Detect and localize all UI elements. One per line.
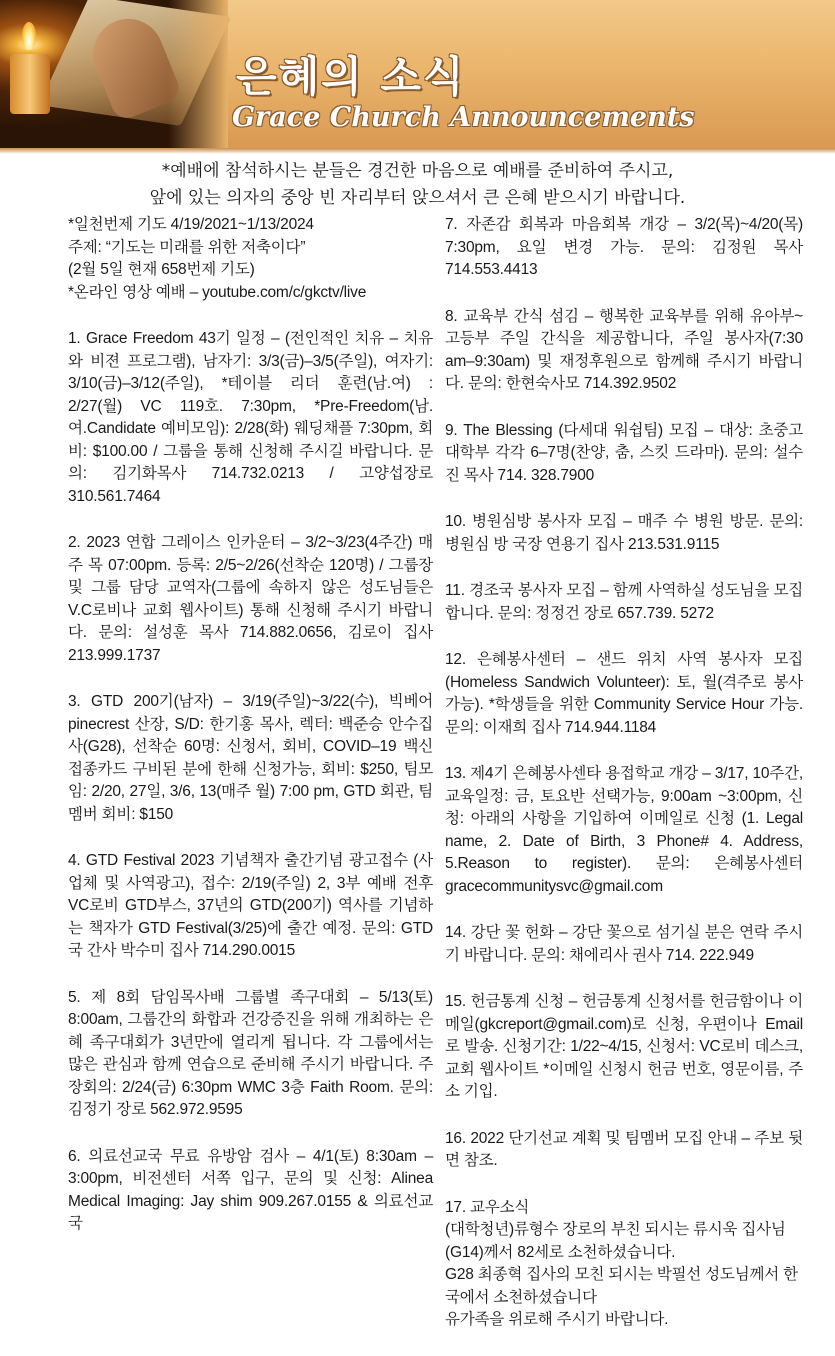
announcement-item: 7. 자존감 회복과 마음회복 개강 – 3/2(목)~4/20(목) 7:30pm, 요일 변경 가능. 문의: 김정원 목사 714.553.4413: [445, 216, 803, 278]
announcement-item: 13. 제4기 은혜봉사센타 용접학교 개강 – 3/17, 10주간, 교육일정: 금, 토요반 선택가능, 9:00am ~3:00pm, 신청: 아래의 사항을 기입하여 이메일로 신청 (1. Legal name, 2. Date of Birth, 3 Phone# 4. Address, 5.Reason to register). 문의: 은혜봉사센터 gracecommunitysvc@gmail.com: [445, 765, 803, 895]
member-news-line: G28 최종혁 집사의 모친 되시는 박필선 성도님께서 한국에서 소천하셨습니다: [445, 1266, 798, 1306]
announcement-item: 4. GTD Festival 2023 기념책자 출간기념 광고접수 (사업체 및 사역광고), 접수: 2/19(주일) 2, 3부 예배 전후 VC로비 GTD부스, 37년의 GTD(200기) 역사를 기념하는 책자가 GTD Festival(3/25)에 출간 예정. 문의: GTD국 간사 박수미 집사 714.290.0015: [68, 852, 433, 959]
member-news-line: (대학청년)류형수 장로의 부친 되시는 류시욱 집사님(G14)께서 82세로 소천하셨습니다.: [445, 1221, 786, 1261]
page-title-english: Grace Church Announcements: [232, 102, 695, 133]
flame-icon: [22, 22, 36, 50]
intro-line: *예배에 참석하시는 분들은 경건한 마음으로 예배를 준비하여 주시고,: [161, 161, 674, 181]
announcement-item: 15. 헌금통계 신청 – 헌금통계 신청서를 헌금함이나 이메일(gkcreport@gmail.com)로 신청, 우편이나 Email로 발송. 신청기간: 1/22~4/15, 신청서: VC로비 데스크, 교회 웹사이트 *이메일 신청시 헌금 번호, 영문이름, 주소 기입.: [445, 993, 803, 1100]
page-title-korean: 은혜의 소식: [236, 52, 466, 101]
announcement-item: 1. Grace Freedom 43기 일정 – (전인적인 치유 – 치유와 비젼 프로그램), 남자기: 3/3(금)–3/5(주일), 여자기: 3/10(금)–3/12(주일), *테이블 리더 훈련(남.여) : 2/27(월) VC 119호. 7:30pm, *Pre-Freedom(남.여.Candidate 예비모임): 2/28(화) 웨딩채플 7:30pm, 회비: $100.00 / 그룹을 통해 신청해 주시길 바랍니다. 문의: 김기화목사 714.732.0213 / 고양섭장로 310.561.7464: [68, 330, 433, 505]
header-banner: [0, 0, 835, 148]
prayer-notice: [68, 214, 433, 304]
prayer-line: *일천번제 기도 4/19/2021~1/13/2024: [68, 216, 314, 233]
announcement-item: 8. 교육부 간식 섬김 – 행복한 교육부를 위해 유아부~고등부 주일 간식을 제공합니다, 주일 봉사자(7:30 am–9:30am) 및 재정후원으로 함께해 주시기 바랍니다. 문의: 한현숙사모 714.392.9502: [445, 307, 803, 392]
candle-prayer-photo: [0, 0, 228, 148]
announcement-item: 2. 2023 연합 그레이스 인카운터 – 3/2~3/23(4주간) 매주 목 07:00pm. 등록: 2/5~2/26(선착순 120명) / 그룹장 및 그룹 담당 교역자(그룹에 속하지 않은 성도님들은 V.C로비나 교회 웹사이트) 통해 신청해 주시기 바랍니다. 문의: 설성훈 목사 714.882.0656, 김로이 집사 213.999.1737: [68, 534, 433, 664]
announcement-item: 10. 병원심방 봉사자 모집 – 매주 수 병원 방문. 문의: 병원심 방 국장 연용기 집사 213.531.9115: [445, 513, 803, 553]
intro-notice: [60, 158, 775, 212]
announcement-item: 3. GTD 200기(남자) – 3/19(주일)~3/22(수), 빅베어 pinecrest 산장, S/D: 한기홍 목사, 렉터: 백준승 안수집사(G28), 선착순 60명: 신청서, 회비, COVID–19 백신 접종카드 구비된 분에 한해 신청가능, 회비: $250, 팀모임: 2/20, 27일, 3/6, 13(매주 월) 7:00 pm, GTD 회관, 팀멤버 회비: $150: [68, 693, 433, 823]
member-news: [445, 1197, 803, 1332]
intro-line: 앞에 있는 의자의 중앙 빈 자리부터 앉으셔서 큰 은혜 받으시기 바랍니다.: [149, 188, 686, 208]
member-news-heading: 17. 교우소식: [445, 1198, 530, 1216]
online-worship-line: *온라인 영상 예배 – youtube.com/c/gkctv/live: [68, 283, 367, 301]
announcement-item: 9. The Blessing (다세대 워쉽팀) 모집 – 대상: 초중고 대학부 각각 6–7명(찬양, 춤, 스킷 드라마). 문의: 설수진 목사 714. 328.7900: [445, 421, 803, 484]
prayer-line: 주제: “기도는 미래를 위한 저축이다”: [68, 238, 306, 256]
announcement-item: 5. 제 8회 담임목사배 그룹별 족구대회 – 5/13(토) 8:00am, 그룹간의 화합과 건강증진을 위해 개최하는 은혜 족구대회가 3년만에 열리게 됩니다. 각 그룹에서는 많은 관심과 함께 연습으로 준비해 주시기 바랍니다. 주장회의: 2/24(금) 6:30pm WMC 3층 Faith Room. 문의: 김정기 장로 562.972.9595: [68, 988, 433, 1118]
announcement-item: 11. 경조국 봉사자 모집 – 함께 사역하실 성도님을 모집합니다. 문의: 정정건 장로 657.739. 5272: [445, 582, 803, 622]
member-news-line: 유가족을 위로해 주시기 바랍니다.: [445, 1311, 669, 1328]
candle-icon: [10, 54, 50, 114]
announcement-item: 14. 강단 꽃 헌화 – 강단 꽃으로 섬기실 분은 연락 주시기 바랍니다. 문의: 채에리사 권사 714. 222.949: [445, 924, 803, 964]
announcement-item: 6. 의료선교국 무료 유방암 검사 – 4/1(토) 8:30am –3:00pm, 비전센터 서쪽 입구, 문의 및 신청: Alinea Medical Imaging: Jay shim 909.267.0155 & 의료선교국: [68, 1147, 433, 1232]
announcement-item: 12. 은혜봉사센터 – 샌드 위치 사역 봉사자 모집 (Homeless Sandwich Volunteer): 토, 월(격주로 봉사 가능). *학생들을 위한 Community Service Hour 가능. 문의: 이재희 집사 714.944.1184: [445, 651, 803, 736]
left-column: [68, 214, 433, 1260]
announcement-item: 16. 2022 단기선교 계획 및 팀멤버 모집 안내 – 주보 뒷면 참조.: [445, 1129, 803, 1169]
right-column: [445, 214, 803, 1356]
prayer-line: (2월 5일 현재 658번제 기도): [68, 261, 255, 278]
